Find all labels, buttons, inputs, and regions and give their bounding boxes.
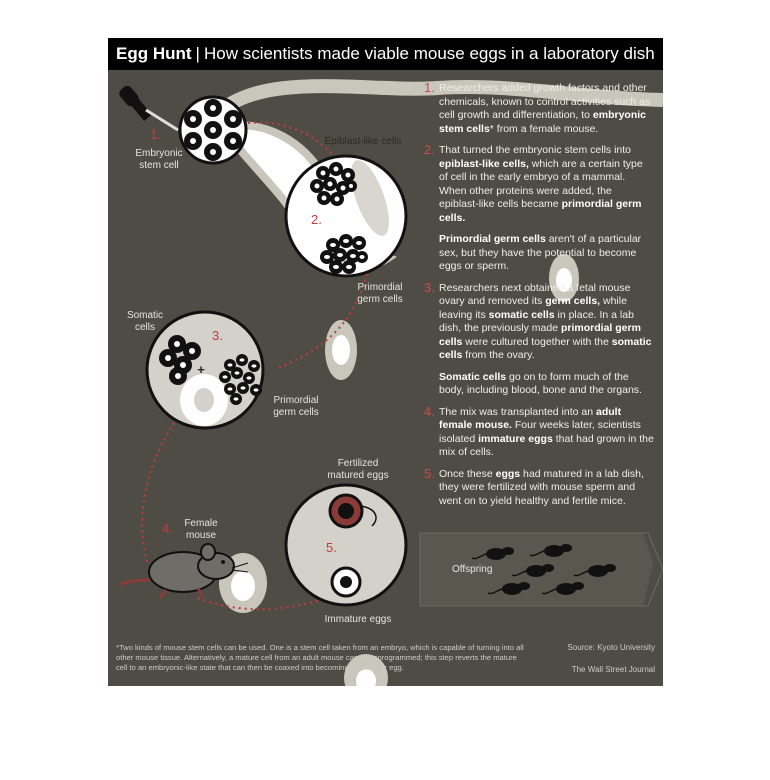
step-text-bold: somatic cells [488,308,555,321]
step-text: Researchers next obtained a fetal mouse ovary and removed its [439,281,631,307]
label-embryonic-stem-cell: Embryonic stem cell [135,148,183,171]
diagram-step-2: 2. [311,212,322,227]
label-fertilized-matured-eggs: Fertilized matured eggs [327,458,389,481]
label-primordial-germ-cells-mid: Primordial germ cells [273,395,319,418]
step-text-bold: primordial germ cells. [439,198,642,224]
pale-drop-3-hole [231,571,255,601]
step-text-bold: epiblast-like cells, [439,157,529,170]
dish-epiblast-cells [286,156,406,276]
footnote: *Two kinds of mouse stem cells can be used. One is a stem cell taken from an embryo, which is capable of turning into all other mouse tissue. Alternatively, a mature cell from an adult mouse can be reprogrammed; this step reverts the mature cell to an embryonic-like state that can then be coaxed into becoming a sperm or egg. [116,643,524,672]
step-text: go on to form much of the body, including blood, bone and the organs. [439,370,642,396]
diagram-step-3: 3. [212,328,223,343]
step-number: 4. [424,403,435,419]
diagram-step-1: 1. [150,127,161,142]
source-credit: Source: Kyoto University [567,643,655,652]
step-text: in place. In a lab dish, the previously made [439,308,634,334]
headline-kicker: Egg Hunt [116,44,192,63]
step-number: 5. [424,465,435,481]
step-text-bold: immature eggs [478,432,553,445]
step-text: Four weeks later, scientists isolated [439,419,641,445]
step-text-bold: Primordial germ cells [439,233,546,245]
step-note [424,233,654,274]
plus-sign: + [197,362,205,377]
step-note [424,371,654,398]
pale-drop-1-hole [332,335,350,365]
process-path-4-5 [198,598,328,609]
step-text-bold: adult female mouse. [439,405,622,431]
step-text: Researchers added growth factors and other chemicals, known to control activities such as cell growth and differentiation, to [439,82,651,121]
diagram-step-4: 4. [162,521,173,536]
step-number: 1. [424,80,435,95]
step-text: * from a female mouse. [489,122,599,135]
step-text: were cultured together with the [462,335,612,348]
step-number: 2. [424,142,435,157]
step-text-bold: somatic cells [439,335,652,361]
step-paragraph [424,144,654,225]
process-path-3-4 [142,418,178,563]
step-text: The mix was transplanted into an [439,405,596,418]
publisher-credit: The Wall Street Journal [571,665,655,674]
label-offspring: Offspring [452,564,493,575]
step-paragraph [424,403,654,460]
label-somatic-cells: Somatic cells [126,310,164,333]
step-text: had matured in a lab dish, they were fertilized with mouse sperm and went on to yield healthy and fertile mice. [439,467,644,507]
diagram-step-5: 5. [326,540,337,555]
label-epiblast-like-cells: Epiblast-like cells [324,136,402,147]
step-text-bold: embryonic stem cells [439,109,647,135]
dropper-icon [117,84,178,130]
step-text-bold: germ cells, [545,295,601,307]
steps-text-column [424,82,654,516]
step-text: that had grown in the mix of cells. [439,432,654,458]
label-immature-eggs: Immature eggs [324,614,392,625]
step-text-bold: primordial germ cells [439,322,641,348]
step-text: That turned the embryonic stem cells into [439,144,632,156]
headline-title: How scientists made viable mouse eggs in a laboratory dish [203,44,655,63]
step-text: from the ovary. [462,349,535,361]
step-text: which are a certain type of cell in the early embryo of a mammal. When other proteins were added, the epiblast-like cells became [439,157,643,210]
dish-eggs [286,485,406,605]
label-primordial-germ-cells-top: Primordial germ cells [357,282,403,305]
step-paragraph [424,279,654,363]
step-paragraph [424,82,654,136]
step-text-bold: Somatic cells [439,370,507,383]
step-number: 3. [424,279,435,295]
step-text: Once these [439,467,496,480]
headline-separator: | [195,44,200,63]
step-text: aren't of a particular sex, but they have the potential to become eggs or sperm. [439,233,642,272]
label-female-mouse: Female mouse [184,518,218,541]
step-paragraph [424,465,654,509]
step-text: while leaving its [439,295,627,321]
step-text-bold: eggs [495,467,521,480]
